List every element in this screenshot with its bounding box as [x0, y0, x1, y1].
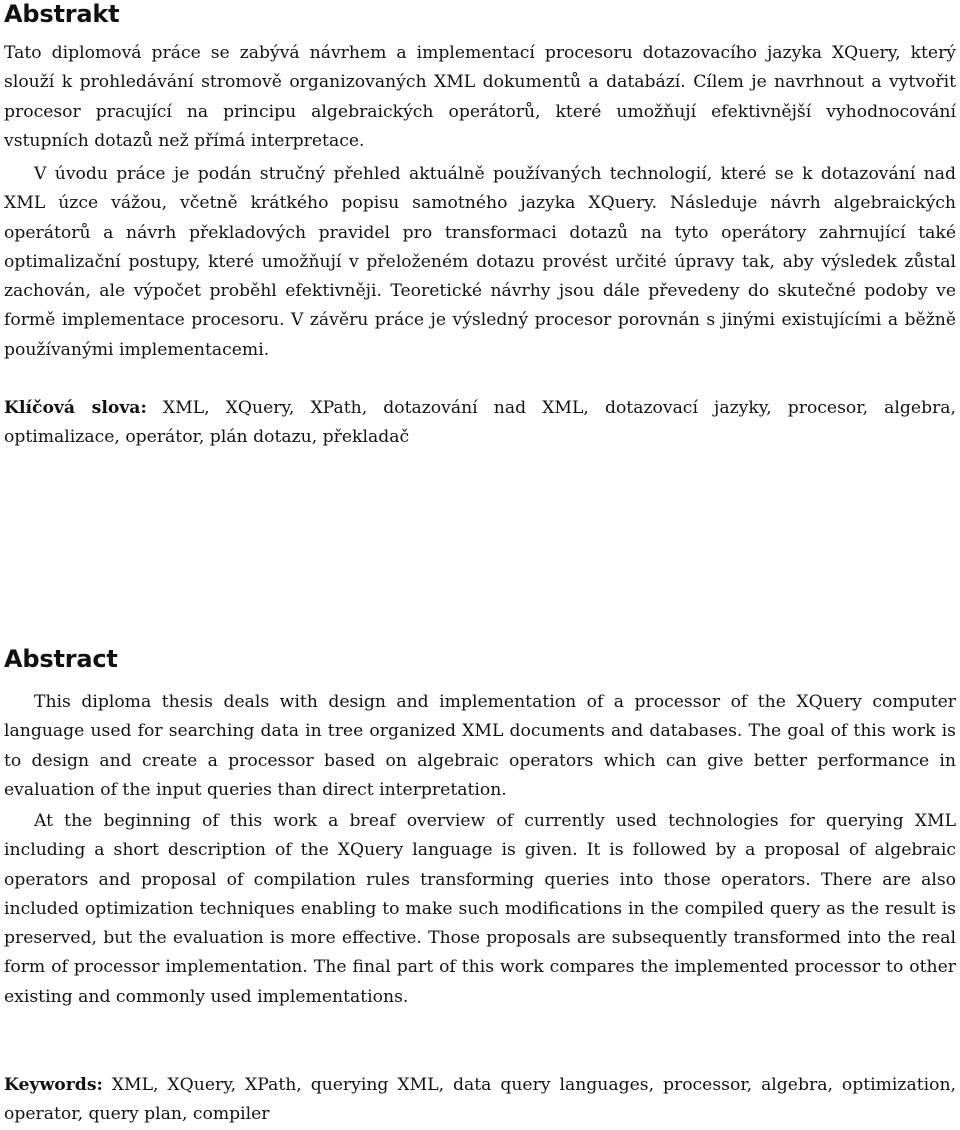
czech-abstract-heading: Abstrakt — [4, 0, 120, 28]
czech-abstract-paragraph-1: Tato diplomová práce se zabývá návrhem a implementací procesoru dotazovacího jazyka XQuery, který slouží k prohledávání stromově organizovaných XML dokumentů a databází. Cílem je navrhnout a vytvořit procesor pracující na principu algebraických operátorů, které umožňují efektivnější vyhodnocování vstupních dotazů než přímá interpretace. — [4, 43, 956, 151]
czech-keywords — [4, 394, 956, 453]
czech-keywords-label: Klíčová slova: — [4, 398, 147, 418]
english-abstract-paragraph-1: This diploma thesis deals with design and implementation of a processor of the XQuery computer language used for searching data in tree organized XML documents and databases. The goal of this work is to design and create a processor based on algebraic operators which can give better performance in evaluation of the input queries than direct interpretation. — [4, 692, 956, 800]
english-keywords — [4, 1071, 956, 1130]
english-keywords-label: Keywords: — [4, 1075, 103, 1095]
czech-abstract-paragraph-2: V úvodu práce je podán stručný přehled aktuálně používaných technologií, které se k dotazování nad XML úzce vážou, včetně krátkého popisu samotného jazyka XQuery. Následuje návrh algebraických operátorů a návrh překladových pravidel pro transformaci dotazů na tyto operátory zahrnující také optimalizační postupy, které umožňují v přeloženém dotazu provést určité úpravy tak, aby výsledek zůstal zachován, ale výpočet proběhl efektivněji. Teoretické návrhy jsou dále převedeny do skutečné podoby ve formě implementace procesoru. V závěru práce je výsledný procesor porovnán s jinými existujícími a běžně používanými implementacemi. — [4, 164, 956, 360]
czech-keywords-list: XML, XQuery, XPath, dotazování nad XML, dotazovací jazyky, procesor, algebra, optimalizace, operátor, plán dotazu, překladač — [4, 398, 956, 448]
english-abstract-heading: Abstract — [4, 645, 118, 673]
english-abstract-paragraph-2: At the beginning of this work a breaf overview of currently used technologies for querying XML including a short description of the XQuery language is given. It is followed by a proposal of algebraic operators and proposal of compilation rules transforming queries into those operators. There are also included optimization techniques enabling to make such modifications in the compiled query as the result is preserved, but the evaluation is more effective. Those proposals are subsequently transformed into the real form of processor implementation. The final part of this work compares the implemented processor to other existing and commonly used implementations. — [4, 811, 956, 1007]
english-keywords-list: XML, XQuery, XPath, querying XML, data query languages, processor, algebra, optimization, operator, query plan, compiler — [4, 1075, 956, 1125]
